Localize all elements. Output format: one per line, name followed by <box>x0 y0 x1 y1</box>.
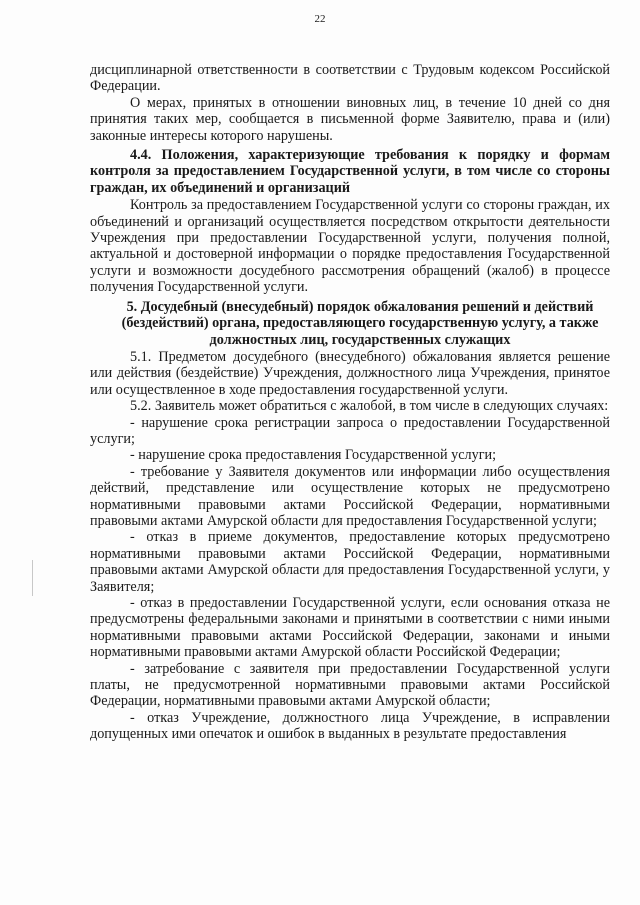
paragraph-5-2: 5.2. Заявитель может обратиться с жалобой, в том числе в следующих случаях: <box>130 398 609 415</box>
document-body <box>90 62 610 743</box>
paragraph-continuation: дисциплинарной ответственности в соответствии с Трудовым кодексом Российской Федерации. <box>90 62 610 95</box>
scan-margin-mark <box>32 560 33 596</box>
list-item: - отказ в предоставлении Государственной услуги, если основания отказа не предусмотрены федеральными законами и принятыми в соответствии с ними иными нормативными правовыми актами Российской Федерации, законами и иными нормативными правовыми актами Амурской области Российской Федерации; <box>90 595 610 661</box>
list-item: - нарушение срока регистрации запроса о предоставлении Государственной услуги; <box>90 414 610 447</box>
paragraph-measures: О мерах, принятых в отношении виновных лиц, в течение 10 дней со дня принятия таких мер, сообщается в письменной форме Заявителю, права и (или) законные интересы которого нарушены. <box>90 94 610 144</box>
list-item: - отказ Учреждение, должностного лица Учреждение, в исправлении допущенных ими опечаток и ошибок в выданных в результате предоставления <box>90 709 610 743</box>
paragraph-5-1: 5.1. Предметом досудебного (внесудебного) обжалования является решение или действия (бездействие) Учреждения, должностного лица Учреждения, принятое или осуществленное в ходе предоставления государственной услуги. <box>90 348 610 398</box>
list-item: - требование у Заявителя документов или информации либо осуществления действий, представление или осуществление которых не предусмотрено нормативными правовыми актами Российской Федерации, нормативными правовыми актами Амурской области для предоставления Государственной услуги; <box>90 463 610 529</box>
list-item: - затребование с заявителя при предоставлении Государственной услуги платы, не предусмотренной нормативными правовыми актами Российской Федерации, нормативными правовыми актами Амурской области; <box>90 660 610 710</box>
list-item: - нарушение срока предоставления Государственной услуги; <box>130 447 497 464</box>
section-heading-4-4: 4.4. Положения, характеризующие требования к порядку и формам контроля за предоставлением Государственной услуги, в том числе со стороны граждан, их объединений и организаций <box>90 147 610 196</box>
page-number: 22 <box>314 13 326 25</box>
list-item: - отказ в приеме документов, предоставление которых предусмотрено нормативными правовыми актами Российской Федерации, нормативными правовыми актами Амурской области для предоставления Государственной услуги, у Заявителя; <box>90 529 610 595</box>
paragraph-control: Контроль за предоставлением Государственной услуги со стороны граждан, их объединений и организаций осуществляется посредством открытости деятельности Учреждения при предоставлении Государственной услуги, получения полной, актуальной и достоверной информации о порядке предоставления Государственной услуги и возможности досудебного рассмотрения обращений (жалоб) в процессе получения Государственной услуги. <box>90 197 610 296</box>
section-heading-5: 5. Досудебный (внесудебный) порядок обжалования решений и действий (бездействий) органа, предоставляющего государственную услугу, а также должностных лиц, государственных служащих <box>121 298 599 348</box>
